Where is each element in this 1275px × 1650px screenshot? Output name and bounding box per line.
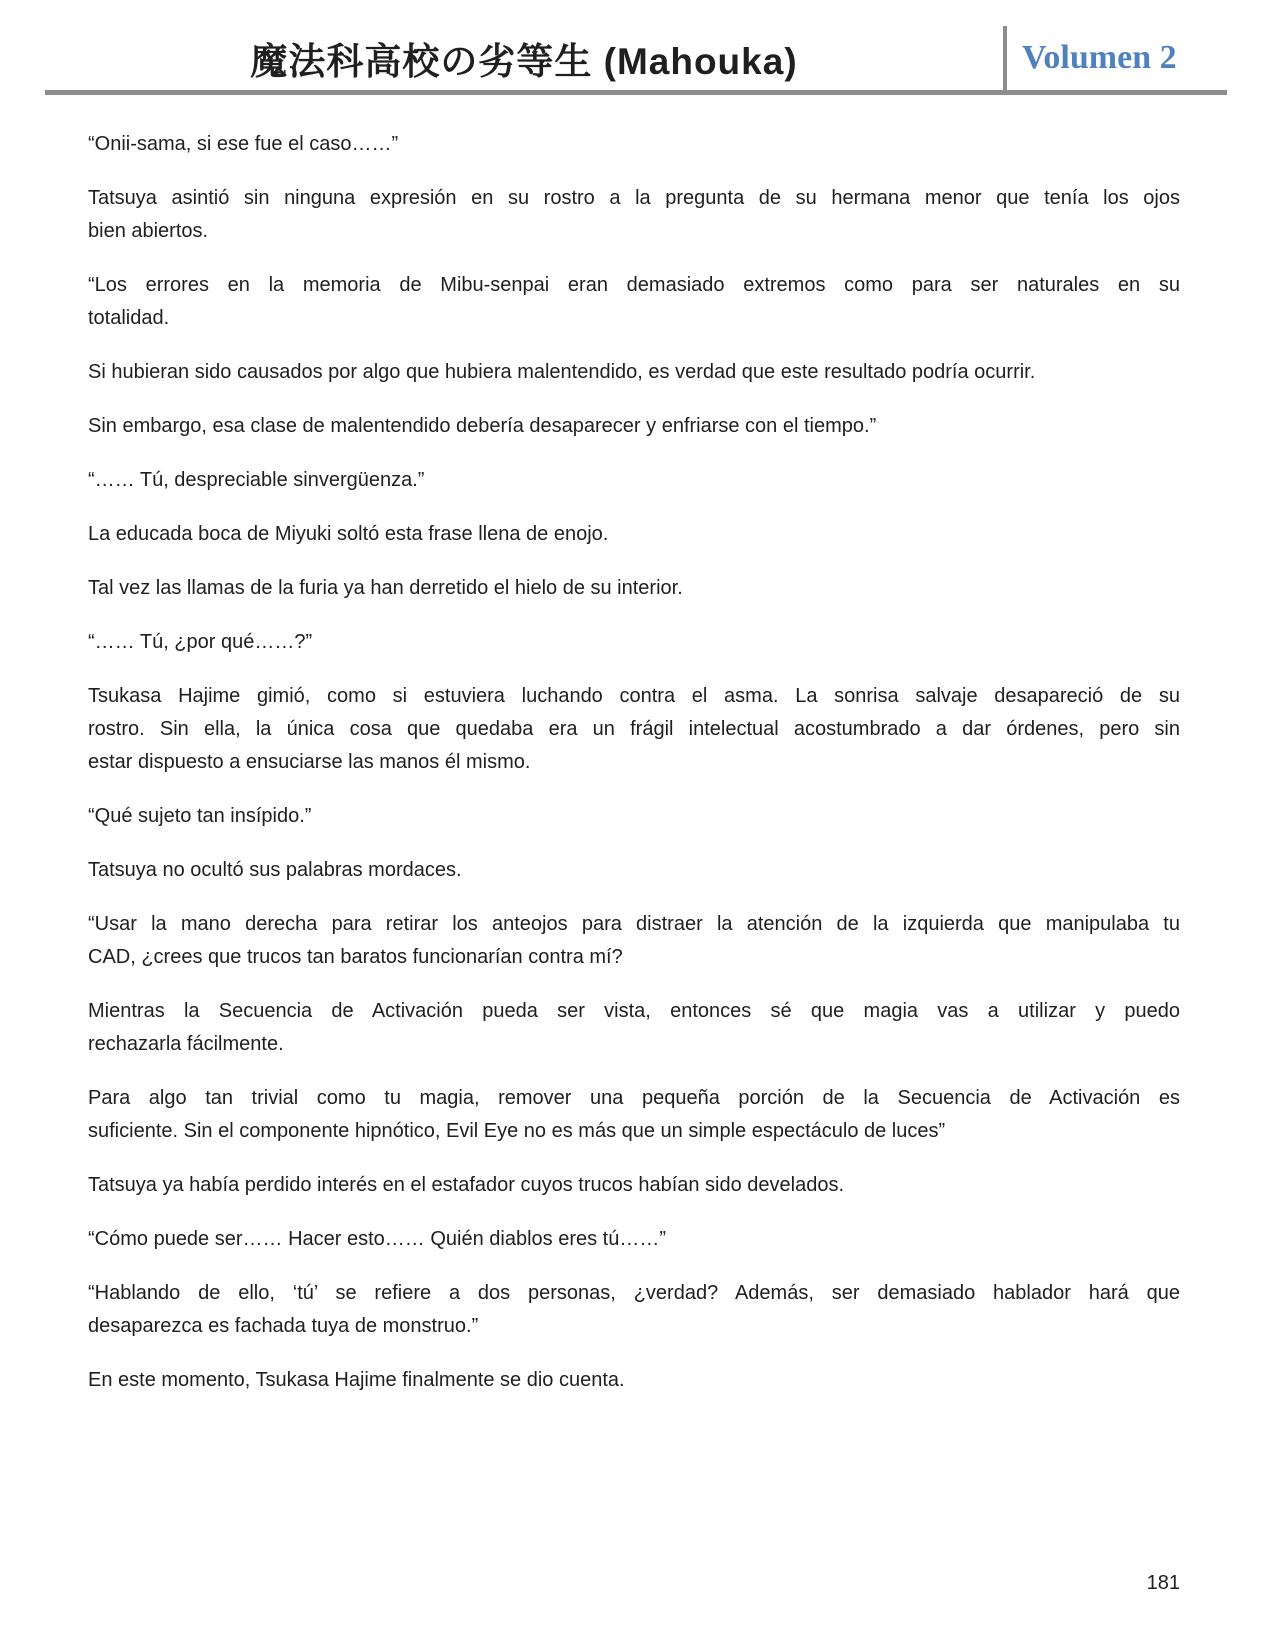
text-line: totalidad. [88,307,170,329]
paragraph [88,1223,1180,1256]
paragraph [88,854,1180,887]
page-number: 181 [1146,1572,1180,1594]
page-title: 魔法科高校の劣等生 (Mahouka) [250,41,798,82]
paragraph [88,995,1180,1061]
header-volume-cell [1003,26,1227,90]
paragraph [88,1364,1180,1397]
text-line: Tatsuya no ocultó sus palabras mordaces. [88,859,462,881]
paragraph [88,1169,1180,1202]
text-line: estar dispuesto a ensuciarse las manos él mismo. [88,751,531,773]
text-line: “…… Tú, despreciable sinvergüenza.” [88,469,425,491]
body-text [0,95,1275,1397]
text-line: rostro. Sin ella, la única cosa que quedaba era un frágil intelectual acostumbrado a dar órdenes, pero sin [88,718,1180,740]
text-line: “Hablando de ello, ‘tú’ se refiere a dos personas, ¿verdad? Además, ser demasiado hablador hará que [88,1282,1180,1304]
paragraph [88,680,1180,779]
paragraph [88,1082,1180,1148]
paragraph [88,269,1180,335]
paragraph [88,626,1180,659]
text-line: “Usar la mano derecha para retirar los anteojos para distraer la atención de la izquierda que manipulaba tu [88,913,1180,935]
text-line: Sin embargo, esa clase de malentendido debería desaparecer y enfriarse con el tiempo.” [88,415,877,437]
text-line: Tatsuya ya había perdido interés en el estafador cuyos trucos habían sido develados. [88,1174,845,1196]
paragraph [88,356,1180,389]
text-line: Tal vez las llamas de la furia ya han derretido el hielo de su interior. [88,577,683,599]
text-line: rechazarla fácilmente. [88,1033,284,1055]
text-line: desaparezca es fachada tuya de monstruo.” [88,1315,479,1337]
volume-label: Volumen 2 [1022,39,1177,76]
paragraph [88,908,1180,974]
text-line: “…… Tú, ¿por qué……?” [88,631,313,653]
page-footer [1147,1572,1180,1595]
header-title-cell [45,26,1003,90]
page-header [45,26,1227,90]
paragraph [88,410,1180,443]
text-line: Para algo tan trivial como tu magia, remover una pequeña porción de la Secuencia de Activación es [88,1087,1180,1109]
text-line: Mientras la Secuencia de Activación pueda ser vista, entonces sé que magia vas a utilizar y puedo [88,1000,1180,1022]
paragraph [88,464,1180,497]
text-line: Si hubieran sido causados por algo que hubiera malentendido, es verdad que este resultado podría ocurrir. [88,361,1036,383]
text-line: “Cómo puede ser…… Hacer esto…… Quién diablos eres tú……” [88,1228,667,1250]
text-line: “Onii-sama, si ese fue el caso……” [88,133,399,155]
paragraph [88,800,1180,833]
text-line: suficiente. Sin el componente hipnótico, Evil Eye no es más que un simple espectáculo de luces” [88,1120,946,1142]
paragraph [88,518,1180,551]
paragraph [88,182,1180,248]
paragraph [88,1277,1180,1343]
paragraph [88,572,1180,605]
text-line: “Los errores en la memoria de Mibu-senpai eran demasiado extremos como para ser naturales en su [88,274,1180,296]
text-line: Tsukasa Hajime gimió, como si estuviera luchando contra el asma. La sonrisa salvaje desapareció de su [88,685,1180,707]
text-line: Tatsuya asintió sin ninguna expresión en su rostro a la pregunta de su hermana menor que tenía los ojos [88,187,1180,209]
text-line: bien abiertos. [88,220,209,242]
text-line: En este momento, Tsukasa Hajime finalmente se dio cuenta. [88,1369,625,1391]
text-line: CAD, ¿crees que trucos tan baratos funcionarían contra mí? [88,946,623,968]
text-line: La educada boca de Miyuki soltó esta frase llena de enojo. [88,523,609,545]
text-line: “Qué sujeto tan insípido.” [88,805,312,827]
paragraph [88,128,1180,161]
